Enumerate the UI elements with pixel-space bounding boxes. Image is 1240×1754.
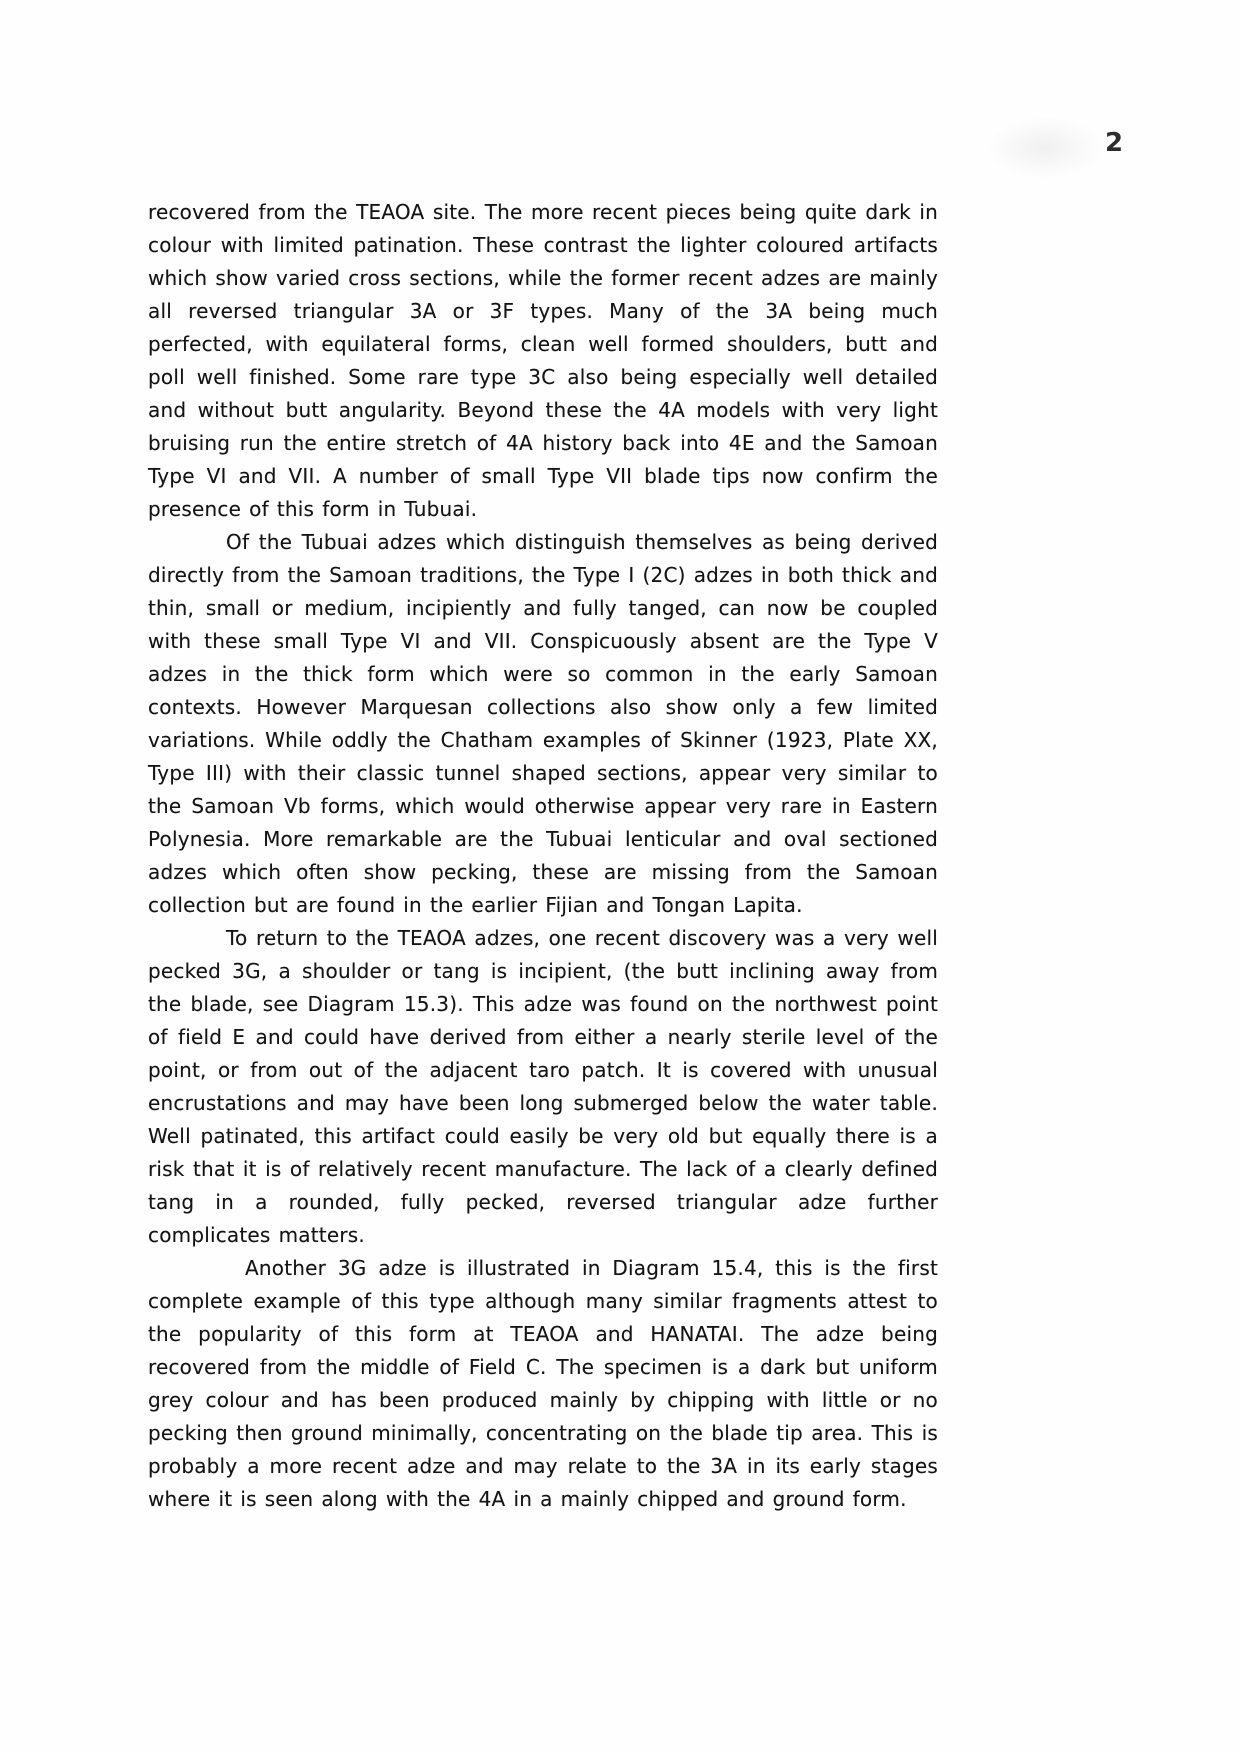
page-number: 2 — [1105, 128, 1125, 158]
text-block — [148, 196, 938, 1516]
paragraph-tubuai-samoan-traditions: Of the Tubuai adzes which distinguish themselves as being derived directly from the Samoan traditions, the Type I (2C) adzes in both thick and thin, small or medium, incipiently and fully tanged, can now be coupled with these small Type VI and VII. Conspicuously absent are the Type V adzes in the thick form which were so common in the early Samoan contexts. However Marquesan collections also show only a few limited variations. While oddly the Chatham examples of Skinner (1923, Plate XX, Type III) with their classic tunnel shaped sections, appear very similar to the Samoan Vb forms, which would otherwise appear very rare in Eastern Polynesia. More remarkable are the Tubuai lenticular and oval sectioned adzes which often show pecking, these are missing from the Samoan collection but are found in the earlier Fijian and Tongan Lapita. — [148, 530, 938, 917]
paragraph-teaoa-recent-adzes: recovered from the TEAOA site. The more recent pieces being quite dark in colour with limited patination. These contrast the lighter coloured artifacts which show varied cross sections, while the former recent adzes are mainly all reversed triangular 3A or 3F types. Many of the 3A being much perfected, with equilateral forms, clean well formed shoulders, butt and poll well finished. Some rare type 3C also being especially well detailed and without butt angularity. Beyond these the 4A models with very light bruising run the entire stretch of 4A history back into 4E and the Samoan Type VI and VII. A number of small Type VII blade tips now confirm the presence of this form in Tubuai. — [148, 200, 938, 521]
paragraph-another-3g-adze: Another 3G adze is illustrated in Diagram 15.4, this is the first complete example of this type although many similar fragments attest to the popularity of this form at TEAOA and HANATAI. The adze being recovered from the middle of Field C. The specimen is a dark but uniform grey colour and has been produced mainly by chipping with little or no pecking then ground minimally, concentrating on the blade tip area. This is probably a more recent adze and may relate to the 3A in its early stages where it is seen along with the 4A in a mainly chipped and ground form. — [148, 1256, 938, 1511]
scan-smudge-artifact — [990, 118, 1100, 178]
paragraph-teaoa-3g-discovery: To return to the TEAOA adzes, one recent discovery was a very well pecked 3G, a shoulder or tang is incipient, (the butt inclining away from the blade, see Diagram 15.3). This adze was found on the northwest point of field E and could have derived from either a nearly sterile level of the point, or from out of the adjacent taro patch. It is covered with unusual encrustations and may have been long submerged below the water table. Well patinated, this artifact could easily be very old but equally there is a risk that it is of relatively recent manufacture. The lack of a clearly defined tang in a rounded, fully pecked, reversed triangular adze further complicates matters. — [148, 926, 938, 1247]
